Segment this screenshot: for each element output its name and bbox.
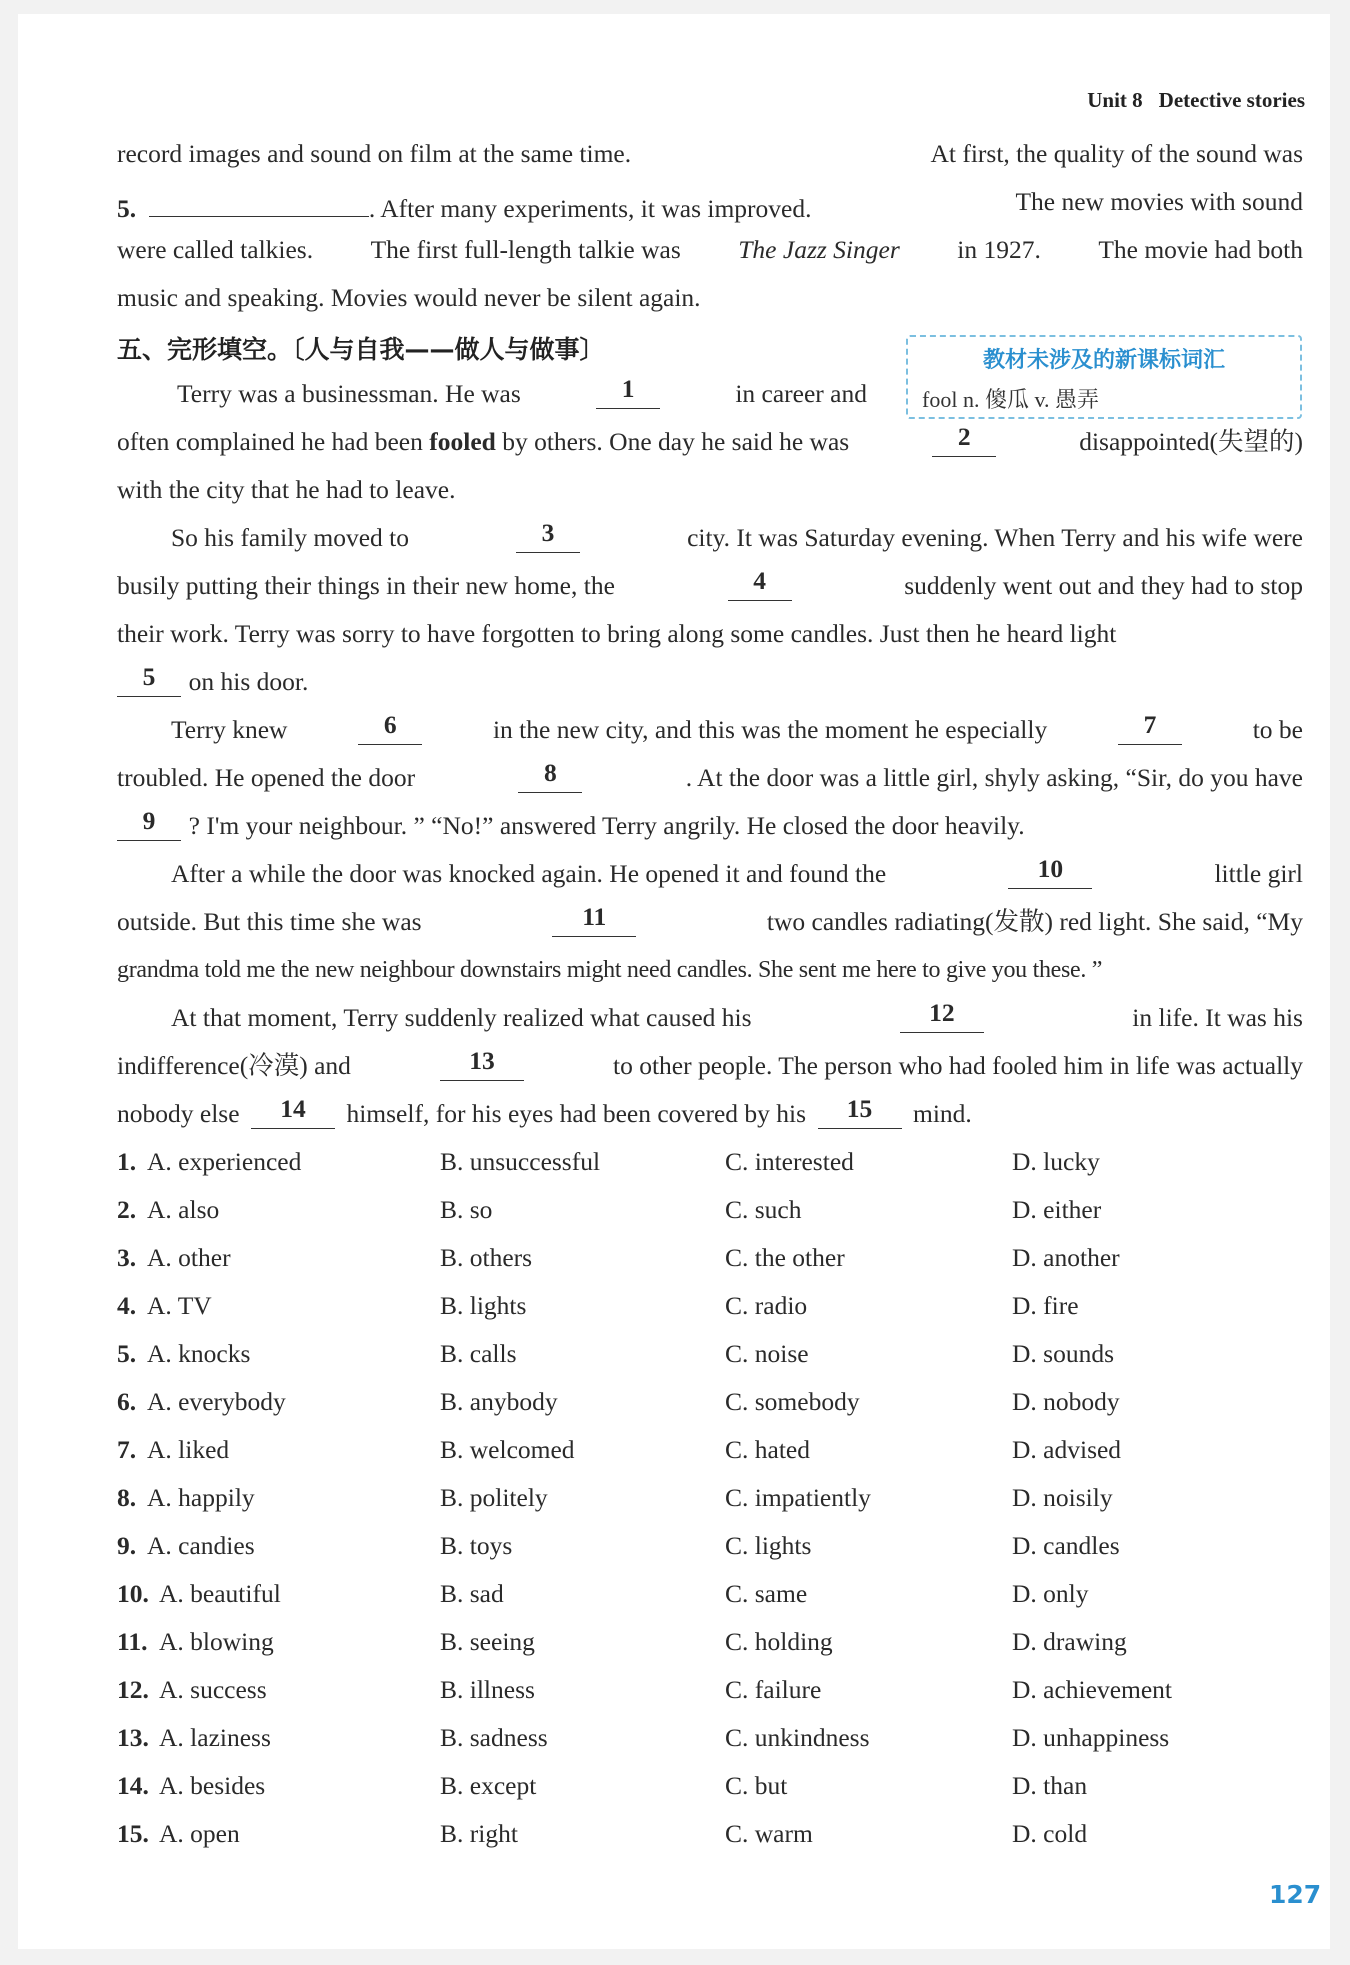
question-row	[117, 1810, 1317, 1858]
option-c[interactable]: C. somebody	[725, 1387, 860, 1416]
text-line: with the city that he had to leave.	[117, 475, 456, 504]
option-d[interactable]: D. advised	[1012, 1435, 1122, 1464]
question-row	[117, 1570, 1317, 1618]
answer-blank[interactable]: 15	[818, 1090, 902, 1129]
question-number: 7.	[117, 1435, 137, 1464]
question-number: 12.	[117, 1675, 149, 1704]
option-c[interactable]: C. unkindness	[725, 1723, 870, 1752]
section-title: 五、完形填空。〔人与自我——做人与做事〕	[117, 335, 605, 364]
option-b[interactable]: B. anybody	[440, 1387, 558, 1416]
vocab-entry: fool n. 傻瓜 v. 愚弄	[922, 387, 1100, 412]
option-c[interactable]: C. impatiently	[725, 1483, 871, 1512]
text-line: nobody else 14 himself, for his eyes had been covered by his 15 mind.	[117, 1090, 1303, 1138]
text-line: were called talkies. The first full-length talkie was The Jazz Singer in 1927. The movie had both	[117, 226, 1303, 274]
text-line: indifference(冷漠) and 13 to other people. The person who had fooled him in life was actually	[117, 1042, 1303, 1090]
answer-blank[interactable]: 14	[251, 1090, 335, 1129]
text-line: their work. Terry was sorry to have forgotten to bring along some candles. Just then he heard light	[117, 619, 1117, 648]
question-number: 10.	[117, 1579, 149, 1608]
text-line: record images and sound on film at the same time. At first, the quality of the sound was	[117, 139, 1303, 168]
option-b[interactable]: B. toys	[440, 1531, 513, 1560]
option-a[interactable]: A. beautiful	[159, 1579, 281, 1608]
option-c[interactable]: C. hated	[725, 1435, 810, 1464]
answer-blank[interactable]: 7	[1118, 706, 1182, 745]
text-line: often complained he had been fooled by others. One day he said he was 2 disappointed(失望的)	[117, 418, 1303, 466]
question-number: 5.	[117, 1339, 137, 1368]
option-d[interactable]: D. than	[1012, 1771, 1088, 1800]
question-row	[117, 1234, 1317, 1282]
option-d[interactable]: D. cold	[1012, 1819, 1088, 1848]
answer-blank[interactable]: 10	[1008, 850, 1092, 889]
option-a[interactable]: A. success	[159, 1675, 267, 1704]
bold-vocab-word: fooled	[429, 427, 496, 456]
cloze-passage	[117, 370, 1303, 1138]
option-a[interactable]: A. open	[159, 1819, 240, 1848]
question-number: 3.	[117, 1243, 137, 1272]
option-d[interactable]: D. sounds	[1012, 1339, 1115, 1368]
answer-blank[interactable]: 6	[358, 706, 422, 745]
answer-blank[interactable]: 13	[440, 1042, 524, 1081]
question-number: 4.	[117, 1291, 137, 1320]
header-unit: Unit 8	[1087, 88, 1143, 112]
option-d[interactable]: D. noisily	[1012, 1483, 1113, 1512]
option-d[interactable]: D. achievement	[1012, 1675, 1173, 1704]
running-header	[1049, 88, 1305, 113]
option-c[interactable]: C. such	[725, 1195, 802, 1224]
question-row	[117, 1282, 1317, 1330]
option-b[interactable]: B. right	[440, 1819, 518, 1848]
option-d[interactable]: D. candles	[1012, 1531, 1120, 1560]
question-row	[117, 1666, 1317, 1714]
answer-options	[117, 1138, 1317, 1858]
question-number: 14.	[117, 1771, 149, 1800]
question-row	[117, 1138, 1317, 1186]
answer-blank[interactable]: 8	[518, 754, 582, 793]
option-b[interactable]: B. lights	[440, 1291, 527, 1320]
question-number: 2.	[117, 1195, 137, 1224]
option-b[interactable]: B. except	[440, 1771, 537, 1800]
workbook-page	[18, 14, 1330, 1949]
option-b[interactable]: B. others	[440, 1243, 533, 1272]
option-b[interactable]: B. so	[440, 1195, 493, 1224]
option-b[interactable]: B. calls	[440, 1339, 517, 1368]
question-number: 1.	[117, 1147, 137, 1176]
option-d[interactable]: D. either	[1012, 1195, 1102, 1224]
answer-blank[interactable]: 12	[900, 994, 984, 1033]
question-row	[117, 1426, 1317, 1474]
option-d[interactable]: D. fire	[1012, 1291, 1079, 1320]
option-d[interactable]: D. another	[1012, 1243, 1120, 1272]
option-a[interactable]: A. blowing	[159, 1627, 274, 1656]
option-a[interactable]: A. happily	[147, 1483, 255, 1512]
question-row	[117, 1618, 1317, 1666]
answer-blank[interactable]: 1	[596, 370, 660, 409]
option-a[interactable]: A. liked	[147, 1435, 230, 1464]
option-b[interactable]: B. sad	[440, 1579, 504, 1608]
text-line: busily putting their things in their new home, the 4 suddenly went out and they had to stop	[117, 562, 1303, 610]
question-number: 6.	[117, 1387, 137, 1416]
page-number: 127	[1269, 1880, 1322, 1909]
option-c[interactable]: C. lights	[725, 1531, 812, 1560]
question-row	[117, 1186, 1317, 1234]
question-number: 8.	[117, 1483, 137, 1512]
question-row	[117, 1762, 1317, 1810]
option-a[interactable]: A. everybody	[147, 1387, 286, 1416]
answer-blank[interactable]: 9	[117, 802, 181, 841]
answer-blank[interactable]: 2	[932, 418, 996, 457]
text-line: troubled. He opened the door 8 . At the door was a little girl, shyly asking, “Sir, do you have	[117, 754, 1303, 802]
option-d[interactable]: D. lucky	[1012, 1147, 1100, 1176]
answer-blank[interactable]: 5	[117, 658, 181, 697]
question-row	[117, 1714, 1317, 1762]
text-line: So his family moved to 3 city. It was Saturday evening. When Terry and his wife were	[117, 514, 1303, 562]
text-line: grandma told me the new neighbour downstairs might need candles. She sent me here to give you these. ”	[117, 957, 1103, 983]
question-number: 13.	[117, 1723, 149, 1752]
question-row	[117, 1378, 1317, 1426]
option-c[interactable]: C. warm	[725, 1819, 813, 1848]
option-b[interactable]: B. unsuccessful	[440, 1147, 601, 1176]
question-row	[117, 1522, 1317, 1570]
question-row	[117, 1330, 1317, 1378]
vocab-note-title: 教材未涉及的新课标词汇	[982, 348, 1225, 373]
text-line: At that moment, Terry suddenly realized what caused his 12 in life. It was his	[117, 994, 1303, 1042]
option-b[interactable]: B. seeing	[440, 1627, 535, 1656]
option-c[interactable]: C. failure	[725, 1675, 822, 1704]
text-line: outside. But this time she was 11 two candles radiating(发散) red light. She said, “My	[117, 898, 1303, 946]
answer-blank[interactable]	[149, 178, 369, 217]
option-b[interactable]: B. politely	[440, 1483, 548, 1512]
option-a[interactable]: A. also	[147, 1195, 220, 1224]
movie-title: The Jazz Singer	[738, 235, 900, 264]
question-number: 5.	[117, 194, 137, 223]
text-line: 5 on his door.	[117, 658, 1303, 706]
option-a[interactable]: A. laziness	[159, 1723, 271, 1752]
option-a[interactable]: A. experienced	[147, 1147, 302, 1176]
option-d[interactable]: D. unhappiness	[1012, 1723, 1170, 1752]
question-number: 11.	[117, 1627, 148, 1656]
option-a[interactable]: A. other	[147, 1243, 231, 1272]
option-c[interactable]: C. but	[725, 1771, 788, 1800]
question-number: 15.	[117, 1819, 149, 1848]
intro-paragraph	[117, 130, 1303, 322]
text-line: music and speaking. Movies would never be silent again.	[117, 283, 701, 312]
question-row	[117, 1474, 1317, 1522]
option-c[interactable]: C. noise	[725, 1339, 809, 1368]
option-c[interactable]: C. same	[725, 1579, 808, 1608]
option-d[interactable]: D. drawing	[1012, 1627, 1127, 1656]
option-a[interactable]: A. candies	[147, 1531, 255, 1560]
option-a[interactable]: A. knocks	[147, 1339, 251, 1368]
question-number: 9.	[117, 1531, 137, 1560]
option-c[interactable]: C. the other	[725, 1243, 845, 1272]
answer-blank[interactable]: 11	[552, 898, 636, 937]
answer-blank[interactable]: 4	[728, 562, 792, 601]
option-d[interactable]: D. only	[1012, 1579, 1089, 1608]
header-title: Detective stories	[1158, 88, 1305, 112]
option-b[interactable]: B. illness	[440, 1675, 535, 1704]
option-a[interactable]: A. TV	[147, 1291, 212, 1320]
option-b[interactable]: B. sadness	[440, 1723, 548, 1752]
text-line: Terry was a businessman. He was 1 in career and	[117, 370, 867, 418]
option-d[interactable]: D. nobody	[1012, 1387, 1120, 1416]
option-c[interactable]: C. radio	[725, 1291, 808, 1320]
text-line: Terry knew 6 in the new city, and this was the moment he especially 7 to be	[117, 706, 1303, 754]
option-a[interactable]: A. besides	[159, 1771, 266, 1800]
option-c[interactable]: C. holding	[725, 1627, 833, 1656]
answer-blank[interactable]: 3	[516, 514, 580, 553]
option-b[interactable]: B. welcomed	[440, 1435, 575, 1464]
text-line: 9 ? I'm your neighbour. ” “No!” answered Terry angrily. He closed the door heavily.	[117, 802, 1303, 850]
option-c[interactable]: C. interested	[725, 1147, 854, 1176]
text-line: After a while the door was knocked again. He opened it and found the 10 little girl	[117, 850, 1303, 898]
text-line: 5. . After many experiments, it was improved. The new movies with sound	[117, 178, 1303, 226]
